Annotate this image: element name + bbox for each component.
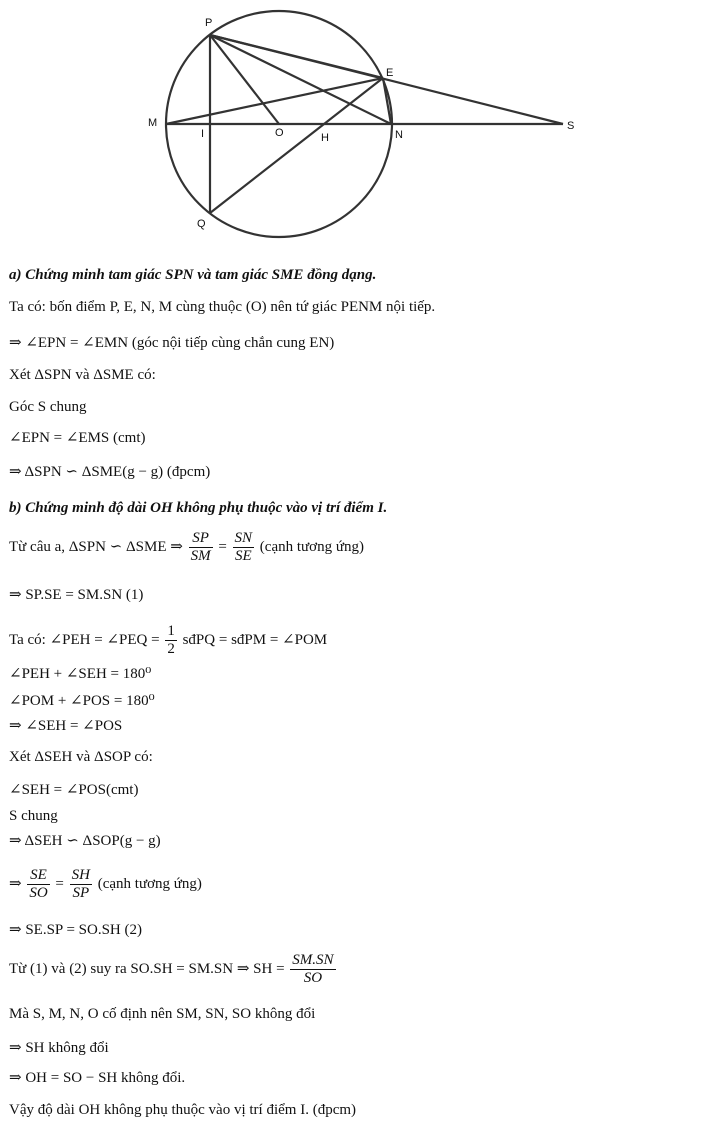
label-s: S	[567, 120, 575, 132]
part-a-heading: a) Chứng minh tam giác SPN và tam giác SME đồng dạng.	[9, 267, 377, 283]
solution-line-ratio-1	[9, 530, 364, 565]
equals-sign: =	[218, 538, 227, 555]
solution-line: ⇒ ∠SEH = ∠POS	[9, 718, 123, 734]
solution-line: Góc S chung	[9, 399, 87, 415]
label-h: H	[321, 132, 329, 144]
label-o: O	[275, 127, 284, 139]
part-b-heading: b) Chứng minh độ dài OH không phụ thuộc vào vị trí điểm I.	[9, 500, 388, 516]
solution-line: Xét ΔSEH và ΔSOP có:	[9, 749, 153, 765]
ratio-note-2: (cạnh tương ứng)	[97, 875, 202, 892]
label-i: I	[201, 128, 205, 140]
sh-prefix: Từ (1) và (2) suy ra SO.SH = SM.SN ⇒ SH =	[9, 960, 285, 977]
geometry-figure	[0, 0, 710, 250]
fraction-sn-se: $\frac{SN}{SE}$	[234, 530, 253, 564]
solution-line: ⇒ SH không đổi	[9, 1040, 109, 1056]
solution-line: Ta có: bốn điểm P, E, N, M cùng thuộc (O) nên tứ giác PENM nội tiếp.	[9, 299, 436, 315]
conclusion-line: Vậy độ dài OH không phụ thuộc vào vị trí điểm I. (đpcm)	[9, 1102, 357, 1118]
label-n: N	[395, 129, 403, 141]
ratio-prefix: Từ câu a, ΔSPN ∽ ΔSME ⇒	[9, 538, 183, 555]
solution-line: Xét ΔSPN và ΔSME có:	[9, 367, 156, 383]
fraction-sh-sp: $\frac{SH}{SP}$	[71, 867, 90, 901]
label-q: Q	[197, 218, 206, 230]
solution-line: ∠SEH = ∠POS(cmt)	[9, 782, 139, 798]
solution-line: ⇒ ∠EPN = ∠EMN (góc nội tiếp cùng chắn cung EN)	[9, 335, 335, 351]
segment-qe	[210, 78, 383, 213]
label-m: M	[148, 117, 158, 129]
solution-line-angle	[9, 623, 327, 658]
solution-line: ⇒ SE.SP = SO.SH (2)	[9, 922, 143, 938]
solution-line: S chung	[9, 808, 58, 824]
fraction-one-half: $\frac{1}{2}$	[167, 623, 175, 657]
angle-prefix: Ta có: ∠PEH = ∠PEQ =	[9, 631, 160, 648]
solution-line: ⇒ ΔSEH ∽ ΔSOP(g − g)	[9, 833, 161, 849]
solution-line: ⇒ OH = SO − SH không đổi.	[9, 1070, 186, 1086]
solution-line-sh	[9, 952, 338, 987]
solution-line: ⇒ SP.SE = SM.SN (1)	[9, 587, 144, 603]
label-e: E	[386, 67, 394, 79]
solution-line: Mà S, M, N, O cố định nên SM, SN, SO không đổi	[9, 1006, 316, 1022]
segment-ps	[210, 35, 563, 124]
label-p: P	[205, 17, 213, 29]
solution-line-ratio-2	[9, 867, 202, 902]
fraction-sp-sm: $\frac{SP}{SM}$	[190, 530, 211, 564]
solution-line: ∠POM + ∠POS = 180⁰	[9, 693, 155, 709]
segment-po	[210, 35, 279, 124]
fraction-smsn-so: $\frac{SM.SN}{SO}$	[292, 952, 334, 986]
ratio-prefix-2: ⇒	[9, 875, 22, 892]
angle-suffix: sđPQ = sđPM = ∠POM	[182, 631, 328, 648]
solution-line: ∠EPN = ∠EMS (cmt)	[9, 430, 146, 446]
solution-line: ⇒ ΔSPN ∽ ΔSME(g − g) (đpcm)	[9, 464, 211, 480]
equals-sign: =	[55, 875, 64, 892]
fraction-se-so: $\frac{SE}{SO}$	[29, 867, 48, 901]
ratio-note: (cạnh tương ứng)	[259, 538, 364, 555]
solution-line: ∠PEH + ∠SEH = 180⁰	[9, 666, 152, 682]
